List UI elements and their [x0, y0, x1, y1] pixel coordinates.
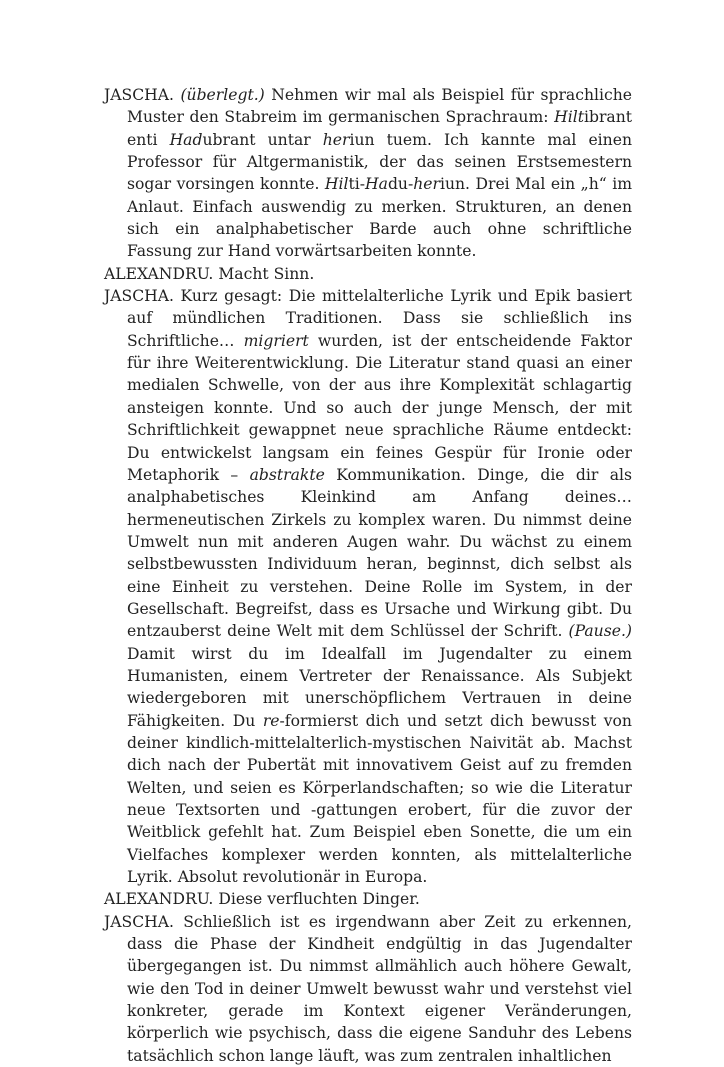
alliteration-emphasis: Ha — [365, 175, 388, 194]
speaker-name: ALEXANDRU. — [104, 264, 214, 283]
dialogue-line-2: ALEXANDRU. Macht Sinn. — [104, 264, 315, 283]
stage-direction: (Pause.) — [568, 622, 632, 641]
speaker-name: ALEXANDRU. — [104, 890, 214, 909]
emphasis: re — [262, 711, 280, 730]
speaker-name: JASCHA. — [104, 86, 174, 104]
speaker-name: JASCHA. — [104, 912, 174, 931]
script-page — [104, 84, 632, 1067]
dialogue-line-4: ALEXANDRU. Diese verfluchten Dinger. — [104, 890, 420, 909]
emphasis: abstrakte — [249, 465, 325, 484]
dialogue-line-3: JASCHA. Kurz gesagt: Die mittelalterliche Lyrik und Epik basiert auf mündlichen Traditionen. Dass sie schließlich ins Schriftliche… migriert wurden, ist der entscheidende Faktor für ihre Weiterentwicklung. Die Literatur stand quasi an einer medialen Schwelle, von der aus ihre Komplexität schlagartig ansteigen konnte. Und so auch der junge Mensch, der mit Schriftlichkeit gewappnet neue sprachliche Räume entdeckt: Du entwickelst langsam ein feines Gespür für Ironie oder Metaphorik – abstrakte Kommunikation. Dinge, die dir als analphabetisches Kleinkind am Anfang deines… hermeneutischen Zirkels zu komplex waren. Du nimmst deine Umwelt nun mit anderen Augen wahr. Du wächst zu einem selbstbewussten Individuum heran, beginnst, dich selbst als eine Einheit zu verstehen. Deine Rolle im System, in der Gesellschaft. Begreifst, dass es Ursache und Wirkung gibt. Du entzauberst deine Welt mit dem Schlüssel der Schrift. (Pause.) Damit wirst du im Idealfall im Jugendalter zu einem Humanisten, einem Vertreter der Renaissance. Als Subjekt wiedergeboren mit unerschöpflichem Vertrauen in deine Fähigkeiten. Du re-formierst dich und setzt dich bewusst von deiner kindlich-mittelalterlich-mystischen Naivität ab. Machst dich nach der Pubertät mit innovativem Geist auf zu fremden Welten, und seien es Körperlandschaften; so wie die Literatur neue Textsorten und -gattungen erobert, für die zuvor der Weitblick gefehlt hat. Zum Beispiel eben Sonette, die um ein Vielfaches komplexer werden konnten, als mittelalterliche Lyrik. Absolut revolutionär in Europa. — [104, 287, 633, 887]
alliteration-emphasis: her — [322, 130, 350, 149]
emphasis: migriert — [243, 331, 309, 350]
dialogue-line-1: JASCHA. (überlegt.) Nehmen wir mal als Beispiel für sprachliche Muster den Stabreim im germanischen Sprachraum: Hiltibrant enti Hadubrant untar heriun tuem. Ich kannte mal einen Professor für Altgermanistik, der das seinen Erstsemestern sogar vorsingen konnte. Hilti-Hadu-heriun. Drei Mal ein „h“ im Anlaut. Einfach auswendig zu merken. Strukturen, an denen sich ein analphabetischer Barde auch ohne schriftliche Fassung zur Hand vorwärtsarbeiten konnte. — [104, 86, 632, 261]
speaker-name: JASCHA. — [104, 287, 174, 306]
stage-direction: (überlegt.) — [180, 86, 265, 104]
alliteration-emphasis: Hilt — [554, 108, 584, 127]
alliteration-emphasis: Hil — [324, 175, 349, 194]
alliteration-emphasis: Had — [169, 130, 203, 149]
dialogue-line-5: JASCHA. Schließlich ist es irgendwann aber Zeit zu erkennen, dass die Phase der Kindheit endgültig in das Jugendalter übergegangen ist. Du nimmst allmählich auch höhere Gewalt, wie den Tod in deiner Umwelt bewusst wahr und verstehst viel konkreter, gerade im Kontext eigener Veränderungen, körperlich wie psychisch, dass die eigene Sanduhr des Lebens tatsächlich schon lange läuft, was zum zentralen inhaltlichen — [104, 912, 632, 1065]
alliteration-emphasis: her — [413, 175, 440, 194]
